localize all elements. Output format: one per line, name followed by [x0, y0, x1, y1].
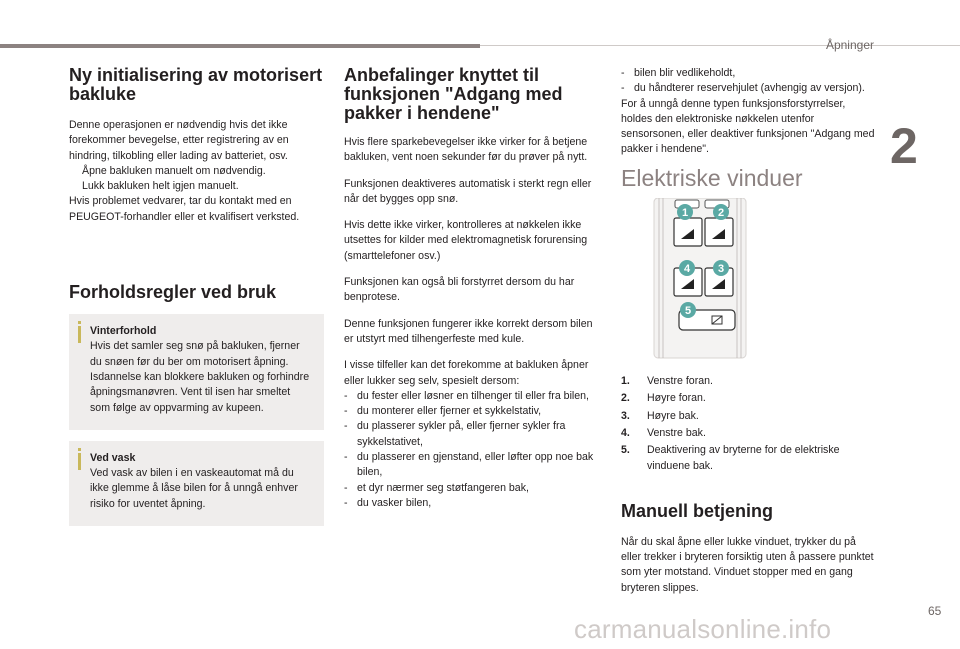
paragraph: Funksjonen kan også bli forstyrret dersom du har benprotese.: [344, 276, 575, 304]
svg-text:5: 5: [684, 305, 692, 318]
paragraph: Funksjonen deaktiveres automatisk i sterkt regn eller når det bygges opp snø.: [344, 177, 592, 205]
section-label: Åpninger: [825, 38, 874, 52]
list-item: - du monterer eller fjerner et sykkelstativ,: [344, 405, 542, 418]
badge-5: [680, 302, 696, 318]
legend-item: 2. Høyre foran.: [621, 392, 706, 405]
badge-2: [713, 204, 729, 220]
column-1: [69, 66, 324, 526]
window-switch-illustration: [621, 198, 877, 368]
note-wash: [69, 441, 324, 526]
list-item: - du plasserer en gjenstand, eller løfter opp noe bak bilen,: [344, 451, 594, 479]
info-icon: [78, 326, 81, 343]
note-title: Vinterforhold: [90, 325, 157, 338]
window-switch-figure: [621, 198, 877, 368]
svg-text:1: 1: [681, 207, 689, 220]
legend-item: 5. Deaktivering av bryterne for de elektriske vinduene bak.: [621, 444, 840, 472]
list-item: Åpne bakluken manuelt om nødvendig.: [82, 164, 266, 177]
info-icon: [78, 453, 81, 470]
note-winter: [69, 314, 324, 430]
heading-precautions: Forholdsregler ved bruk: [69, 282, 277, 303]
heading-electric-windows: Elektriske vinduer: [621, 164, 803, 191]
list-item: - du håndterer reservehjulet (avhengig av versjon).: [621, 82, 865, 95]
note-text: Hvis det samler seg snø på bakluken, fjerner du snøen før du ber om motorisert åpning.: [90, 340, 300, 368]
note-text: Ved vask av bilen i en vaskeautomat må du ikke glemme å låse bilen for å unngå enhver risiko for uventet åpning.: [90, 467, 298, 510]
list-item: - du vasker bilen,: [344, 496, 432, 509]
svg-text:3: 3: [717, 263, 725, 276]
note-title: Ved vask: [90, 451, 136, 464]
legend-item: 3. Høyre bak.: [621, 409, 699, 422]
legend-item: 4. Venstre bak.: [621, 426, 706, 439]
list-item: - bilen blir vedlikeholdt,: [621, 67, 736, 79]
badge-1: [677, 204, 693, 220]
heading-reinit: Ny initialisering av motorisert bakluke: [69, 65, 323, 104]
chapter-number: 2: [890, 118, 918, 174]
paragraph: Hvis flere sparkebevegelser ikke virker for å betjene bakluken, vent noen sekunder før du prøver på nytt.: [344, 136, 588, 164]
paragraph: I visse tilfeller kan det forekomme at bakluken åpner eller lukker seg selv, spesielt dersom:: [344, 359, 589, 387]
column-2: [344, 66, 604, 511]
switch-legend: [621, 374, 877, 474]
paragraph: For å unngå denne typen funksjonsforstyrrelser, holdes den elektroniske nøkkelen utenfor sensorsonen, eller deaktiver funksjonen "Adgang med pakker i hendene".: [621, 97, 875, 156]
list-item: - du fester eller løsner en tilhenger til eller fra bilen,: [344, 389, 589, 402]
paragraph: Denne funksjonen fungerer ikke korrekt dersom bilen er utstyrt med tilhengerfeste med kule.: [344, 317, 593, 345]
list-item: Lukk bakluken helt igjen manuelt.: [82, 180, 239, 193]
watermark: carmanualsonline.info: [574, 614, 832, 644]
paragraph: Denne operasjonen er nødvendig hvis det ikke forekommer bevegelse, etter registrering av en hindring, tilkobling eller lading av batteriet, osv.: [69, 119, 289, 162]
badge-4: [679, 260, 695, 276]
svg-text:4: 4: [683, 263, 691, 276]
paragraph: Hvis dette ikke virker, kontrolleres at nøkkelen ikke utsettes for kilder med elektromagnetisk forurensing (smarttelefoner osv.): [344, 219, 588, 262]
column-3: [621, 66, 877, 596]
header-bar: [0, 44, 480, 48]
paragraph: Når du skal åpne eller lukke vinduet, trykker du på eller trekker i bryteren forsiktig uten å passere punktet som yter motstand. Vinduet stopper med en gang bryteren slippes.: [621, 535, 874, 594]
svg-text:2: 2: [717, 207, 725, 220]
page-number: 65: [928, 604, 942, 618]
list-item: - du plasserer sykler på, eller fjerner sykler fra sykkelstativet,: [344, 420, 566, 448]
list-item: - et dyr nærmer seg støtfangeren bak,: [344, 481, 529, 494]
note-text: Isdannelse kan blokkere bakluken og forhindre åpningsmanøvren. Vent til isen har smeltet som følge av oppvarming av kupeen.: [90, 370, 310, 414]
badge-3: [713, 260, 729, 276]
paragraph: Hvis problemet vedvarer, tar du kontakt med en PEUGEOT-forhandler eller et kvalifisert verksted.: [69, 195, 300, 223]
legend-item: 1. Venstre foran.: [621, 375, 713, 388]
header-line: [480, 45, 960, 46]
heading-manual-operation: Manuell betjening: [621, 500, 774, 521]
heading-recommendations: Anbefalinger knyttet til funksjonen "Adgang med pakker i hendene": [344, 65, 563, 123]
